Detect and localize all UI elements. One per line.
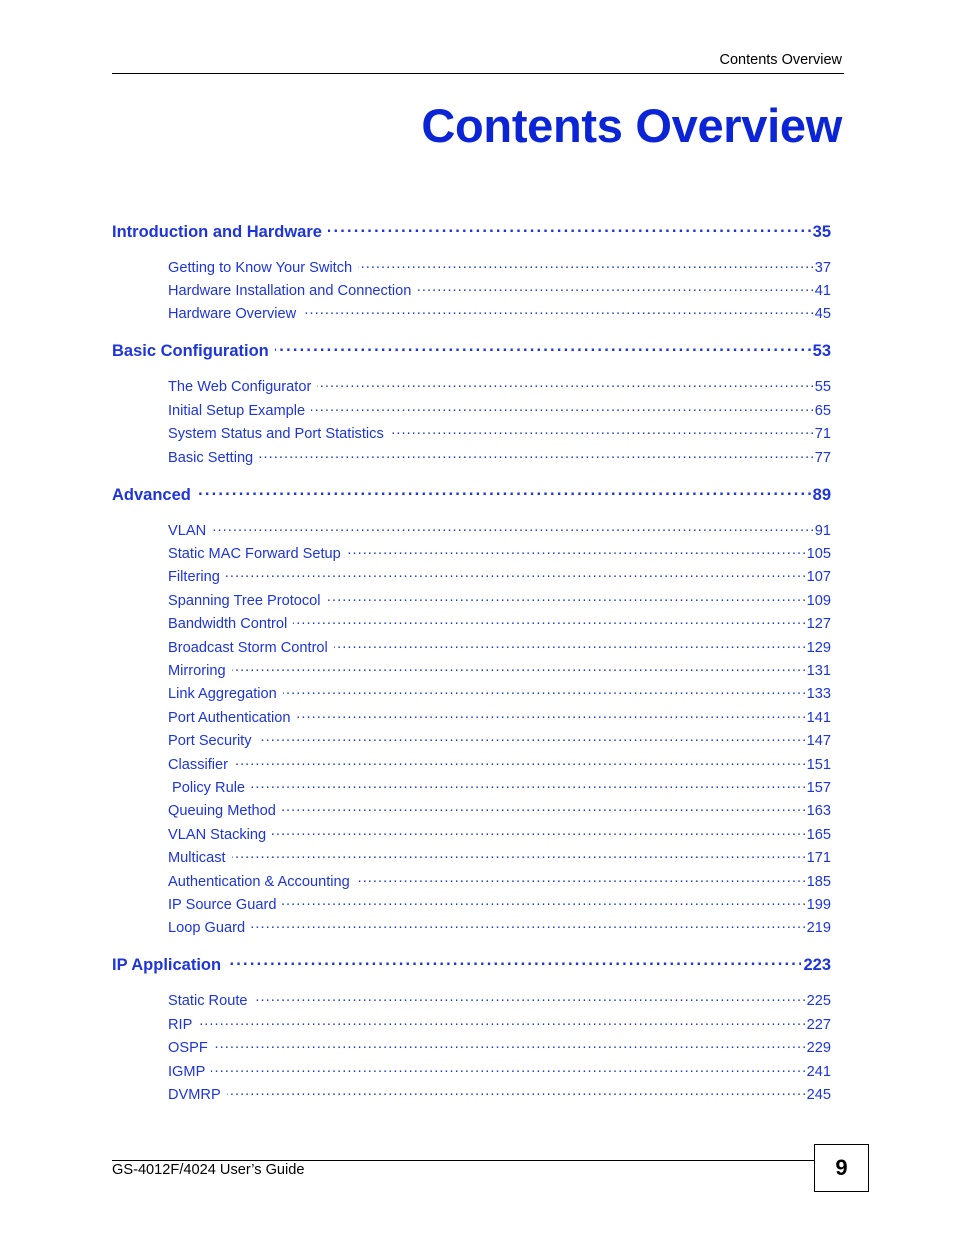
toc-entry-title: Hardware Overview [168, 306, 297, 323]
toc-chapter-entry[interactable] [112, 894, 831, 913]
toc-chapter-entry[interactable] [112, 1038, 831, 1057]
toc-dot-leader [275, 340, 811, 357]
toc-entry-page: 219 [806, 920, 831, 937]
toc-entry-page: 131 [806, 662, 831, 679]
toc-dot-leader [293, 614, 804, 629]
toc-entry-title: IP Application [112, 956, 222, 975]
toc-dot-leader [283, 684, 805, 699]
toc-chapter-entry[interactable] [112, 304, 831, 323]
toc-entry-page: 199 [806, 896, 831, 913]
toc-entry-title: Classifier [168, 756, 229, 773]
toc-entry-page: 151 [806, 756, 831, 773]
page-title: Contents Overview [421, 99, 842, 152]
toc-entry-title: Introduction and Hardware [112, 222, 322, 241]
toc-dot-leader [272, 824, 804, 839]
toc-entry-page: 157 [806, 779, 831, 796]
toc-dot-leader [390, 424, 813, 439]
toc-dot-leader [254, 991, 805, 1006]
toc-entry-page: 227 [806, 1016, 831, 1033]
toc-chapter-entry[interactable] [112, 400, 831, 419]
toc-entry-page: 89 [812, 485, 831, 504]
toc-entry-title: VLAN [168, 522, 207, 539]
toc-entry-page: 147 [806, 733, 831, 750]
toc-entry-title: Queuing Method [168, 803, 276, 820]
toc-entry-page: 105 [806, 545, 831, 562]
toc-dot-leader [297, 707, 805, 722]
toc-entry-title: Loop Guard [168, 920, 246, 937]
toc-dot-leader [258, 731, 805, 746]
toc-chapter-entry[interactable] [112, 731, 831, 750]
toc-entry-title: Port Security [168, 733, 252, 750]
toc-entry-title: Bandwidth Control [168, 616, 288, 633]
toc-entry-page: 225 [806, 993, 831, 1010]
toc-dot-leader [198, 1014, 804, 1029]
toc-entry-page: 77 [814, 449, 831, 466]
toc-entry-page: 91 [814, 522, 831, 539]
toc-dot-leader [334, 637, 805, 652]
toc-entry-title: Static MAC Forward Setup [168, 545, 341, 562]
toc-chapter-entry[interactable] [112, 1061, 831, 1080]
toc-entry-page: 241 [806, 1063, 831, 1080]
toc-entry-page: 65 [814, 402, 831, 419]
toc-entry-page: 107 [806, 569, 831, 586]
header-rule [112, 73, 844, 74]
toc-entry-page: 245 [806, 1086, 831, 1103]
toc-entry-title: System Status and Port Statistics [168, 426, 384, 443]
toc-chapter-entry[interactable] [112, 447, 831, 466]
toc-dot-leader [212, 520, 813, 535]
toc-chapter-entry[interactable] [112, 801, 831, 820]
toc-entry-page: 55 [814, 379, 831, 396]
toc-chapter-entry[interactable] [112, 543, 831, 562]
toc-entry-title: Mirroring [168, 662, 226, 679]
footer-rule [112, 1160, 815, 1161]
toc-chapter-entry[interactable] [112, 660, 831, 679]
toc-entry-title: Broadcast Storm Control [168, 639, 328, 656]
toc-dot-leader [311, 400, 813, 415]
toc-dot-leader [417, 280, 812, 295]
toc-entry-title: Getting to Know Your Switch [168, 259, 353, 276]
toc-entry-page: 45 [814, 306, 831, 323]
toc-entry-title: IP Source Guard [168, 896, 277, 913]
toc-entry-page: 127 [806, 616, 831, 633]
toc-entry-page: 163 [806, 803, 831, 820]
toc-dot-leader [227, 954, 801, 971]
toc-chapter-entry[interactable] [112, 1084, 831, 1103]
footer-guide-name: GS-4012F/4024 User’s Guide [112, 1162, 305, 1178]
toc-dot-leader [358, 257, 813, 272]
toc-entry-page: 53 [812, 342, 831, 361]
toc-dot-leader [251, 777, 805, 792]
toc-entry-title: Port Authentication [168, 709, 291, 726]
toc-entry-page: 229 [806, 1040, 831, 1057]
toc-chapter-entry[interactable] [112, 424, 831, 443]
toc-chapter-entry[interactable] [112, 824, 831, 843]
toc-entry-title: Multicast [168, 850, 226, 867]
toc-entry-page: 171 [806, 850, 831, 867]
toc-chapter-entry[interactable] [112, 707, 831, 726]
toc-entry-title: Static Route [168, 993, 248, 1010]
toc-dot-leader [227, 1084, 805, 1099]
toc-entry-title: Advanced [112, 485, 191, 504]
toc-dot-leader [234, 754, 805, 769]
toc-chapter-entry[interactable] [112, 567, 831, 586]
toc-chapter-entry[interactable] [112, 1014, 831, 1033]
toc-dot-leader [328, 220, 811, 237]
toc-entry-page: 41 [814, 282, 831, 299]
toc-entry-title: VLAN Stacking [168, 826, 267, 843]
toc-entry-page: 185 [806, 873, 831, 890]
toc-entry-page: 109 [806, 592, 831, 609]
toc-dot-leader [317, 377, 812, 392]
toc-dot-leader [347, 543, 805, 558]
toc-chapter-entry[interactable] [112, 614, 831, 633]
toc-chapter-entry[interactable] [112, 520, 831, 539]
toc-entry-title: Basic Setting [168, 449, 254, 466]
toc-entry-page: 37 [814, 259, 831, 276]
toc-dot-leader [214, 1038, 805, 1053]
toc-chapter-entry[interactable] [112, 848, 831, 867]
toc-chapter-entry[interactable] [112, 777, 831, 796]
toc-chapter-entry[interactable] [112, 280, 831, 299]
toc-chapter-entry[interactable] [112, 590, 831, 609]
toc-entry-title: Authentication & Accounting [168, 873, 350, 890]
toc-dot-leader [259, 447, 813, 462]
toc-entry-title: Basic Configuration [112, 342, 269, 361]
toc-dot-leader [327, 590, 805, 605]
toc-dot-leader [232, 660, 805, 675]
toc-entry-title: The Web Configurator [168, 379, 312, 396]
toc-entry-title: RIP [168, 1016, 193, 1033]
toc-part-entry[interactable] [112, 220, 831, 242]
toc-entry-title: Policy Rule [168, 779, 246, 796]
toc-entry-page: 223 [803, 956, 831, 975]
toc-part-entry[interactable] [112, 954, 831, 976]
toc-dot-leader [282, 801, 805, 816]
toc-entry-title: IGMP [168, 1063, 206, 1080]
toc-dot-leader [251, 918, 805, 933]
toc-dot-leader [356, 871, 805, 886]
toc-chapter-entry[interactable] [112, 991, 831, 1010]
toc-part-entry[interactable] [112, 340, 831, 362]
toc-entry-title: OSPF [168, 1040, 208, 1057]
toc-chapter-entry[interactable] [112, 871, 831, 890]
toc-entry-title: DVMRP [168, 1086, 221, 1103]
toc-chapter-entry[interactable] [112, 257, 831, 276]
toc-entry-title: Hardware Installation and Connection [168, 282, 412, 299]
toc-chapter-entry[interactable] [112, 684, 831, 703]
toc-dot-leader [226, 567, 805, 582]
toc-chapter-entry[interactable] [112, 918, 831, 937]
toc-entry-page: 129 [806, 639, 831, 656]
toc-dot-leader [211, 1061, 804, 1076]
page-number: 9 [814, 1144, 869, 1192]
toc-dot-leader [302, 304, 813, 319]
toc-chapter-entry[interactable] [112, 637, 831, 656]
toc-part-entry[interactable] [112, 483, 831, 505]
toc-entry-page: 141 [806, 709, 831, 726]
toc-entry-title: Initial Setup Example [168, 402, 306, 419]
toc-entry-title: Filtering [168, 569, 220, 586]
toc-entry-title: Spanning Tree Protocol [168, 592, 321, 609]
toc-entry-page: 165 [806, 826, 831, 843]
toc-entry-page: 133 [806, 686, 831, 703]
toc-entry-title: Link Aggregation [168, 686, 277, 703]
toc-dot-leader [197, 483, 811, 500]
toc-dot-leader [282, 894, 804, 909]
toc-dot-leader [232, 848, 805, 863]
toc-chapter-entry[interactable] [112, 754, 831, 773]
toc-entry-page: 71 [814, 426, 831, 443]
running-header: Contents Overview [719, 52, 842, 68]
toc-entry-page: 35 [812, 222, 831, 241]
toc-chapter-entry[interactable] [112, 377, 831, 396]
